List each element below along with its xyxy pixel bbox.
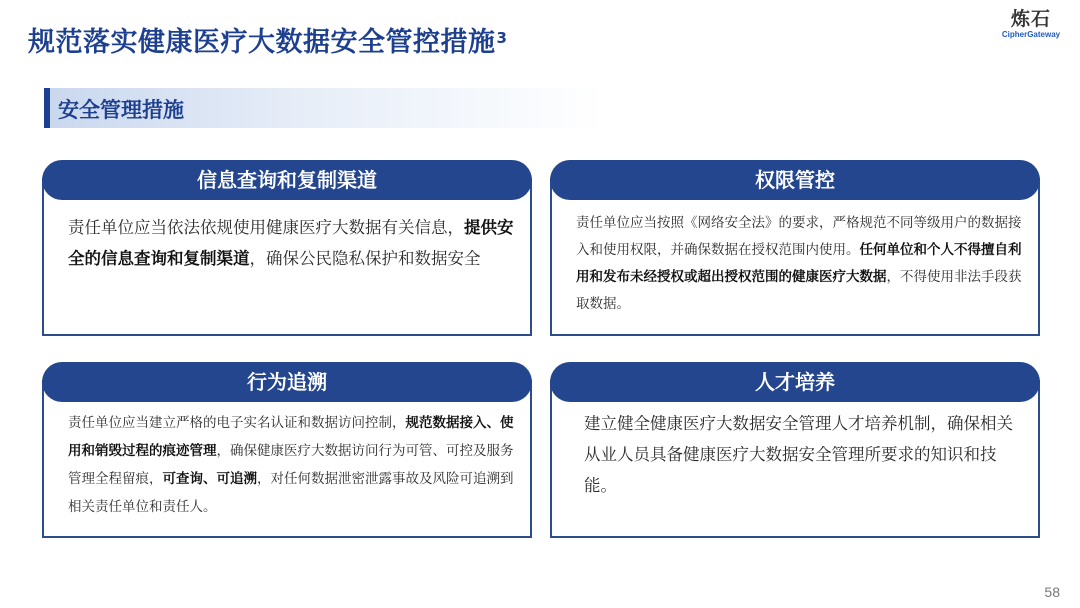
- emphasis-text: 任何单位和个人不得擅自利用和发布未经授权或超出授权范围的健康医疗大数据: [576, 242, 1022, 285]
- emphasis-text: 可查询、可追溯: [162, 471, 257, 487]
- card-body: [576, 210, 1026, 318]
- emphasis-text: 规范数据接入、使用和销毁过程的痕迹管理: [68, 415, 514, 459]
- body-text: 建立健全健康医疗大数据安全管理人才培养机制，确保相关从业人员具备健康医疗大数据安全管理所要求的知识和技能。: [584, 414, 1013, 495]
- section-accent-bar: [44, 88, 50, 128]
- card-title: 信息查询和复制渠道: [42, 160, 532, 200]
- page-title-text: 规范落实健康医疗大数据安全管控措施: [28, 27, 496, 58]
- logo-subtitle: CipherGateway: [1001, 30, 1061, 39]
- card-body: [68, 212, 518, 274]
- body-text: 责任单位应当建立严格的电子实名认证和数据访问控制，: [68, 415, 406, 431]
- section-header: [44, 88, 604, 128]
- emphasis-text: 提供安全的信息查询和复制渠道: [68, 218, 514, 268]
- card-body: [68, 409, 518, 521]
- body-text: ，确保公民隐私保护和数据安全: [249, 249, 481, 268]
- body-text: 责任单位应当按照《网络安全法》的要求，严格规范不同等级用户的数据接入和使用权限，并确保数据在授权范围内使用。: [576, 215, 1022, 258]
- logo-mark: 炼石: [1010, 8, 1051, 30]
- section-label: 安全管理措施: [58, 98, 184, 122]
- body-text: ，确保健康医疗大数据访问行为可管、可控及服务管理全程留痕，: [68, 443, 514, 487]
- body-text: ，对任何数据泄密泄露事故及风险可追溯到相关责任单位和责任人。: [68, 471, 514, 515]
- page-number: 58: [1044, 584, 1060, 600]
- title-footnote-marker: 3: [496, 29, 508, 47]
- company-logo: [996, 8, 1066, 39]
- card-title: 行为追溯: [42, 362, 532, 402]
- body-text: ，不得使用非法手段获取数据。: [576, 269, 1022, 312]
- card-body: [584, 408, 1014, 501]
- page-title: [28, 20, 507, 59]
- card-title: 权限管控: [550, 160, 1040, 200]
- card-title: 人才培养: [550, 362, 1040, 402]
- body-text: 责任单位应当依法依规使用健康医疗大数据有关信息，: [68, 218, 464, 237]
